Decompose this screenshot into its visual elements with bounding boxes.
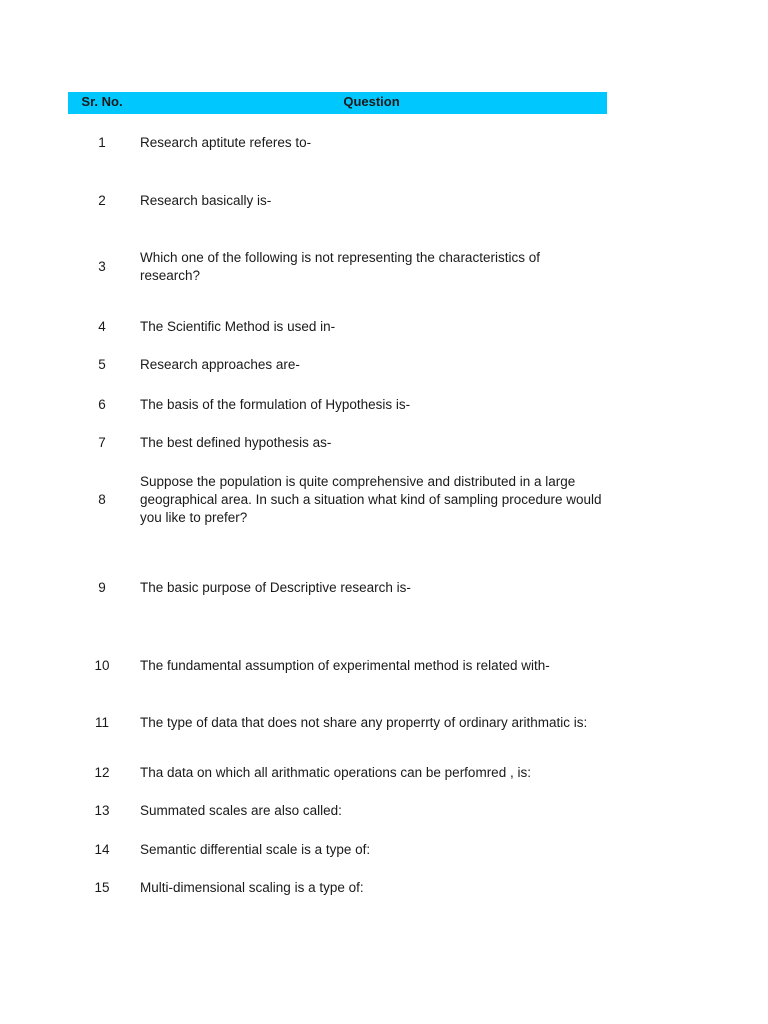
row-question: The basic purpose of Descriptive research is- (140, 580, 411, 595)
row-number: 2 (98, 193, 106, 208)
row-number: 14 (94, 842, 110, 857)
row-question: Suppose the population is quite comprehensive and distributed in a large geographical area. In such a situation what kind of sampling procedure would you like to prefer? (140, 474, 602, 525)
table-row (68, 653, 607, 679)
table-row (68, 248, 607, 286)
row-question: Tha data on which all arithmatic operations can be perfomred , is: (140, 765, 531, 780)
table-row (68, 188, 607, 214)
row-number: 9 (98, 580, 106, 595)
table-row (68, 472, 607, 528)
row-number: 6 (98, 397, 106, 412)
table-row (68, 392, 607, 418)
row-question: The type of data that does not share any properrty of ordinary arithmatic is: (140, 715, 588, 730)
table-row (68, 575, 607, 601)
row-question: The best defined hypothesis as- (140, 435, 332, 450)
row-number: 15 (94, 880, 110, 895)
row-question: Summated scales are also called: (140, 803, 342, 818)
table-row (68, 314, 607, 340)
table-header (68, 92, 607, 114)
row-number: 4 (98, 319, 106, 334)
row-question: Research approaches are- (140, 357, 300, 372)
table-row (68, 875, 607, 901)
row-question: The fundamental assumption of experimental method is related with- (140, 658, 550, 673)
row-number: 13 (94, 803, 110, 818)
row-question: Which one of the following is not representing the characteristics of research? (140, 250, 540, 283)
table-row (68, 352, 607, 378)
table-row (68, 430, 607, 456)
header-sr-no: Sr. No. (81, 94, 123, 109)
row-number: 5 (98, 357, 106, 372)
row-question: Research aptitute referes to- (140, 135, 312, 150)
row-number: 12 (94, 765, 110, 780)
table-row (68, 704, 607, 742)
row-number: 3 (98, 259, 106, 274)
table-row (68, 837, 607, 863)
row-number: 8 (98, 492, 106, 507)
table-row (68, 798, 607, 824)
row-number: 10 (94, 658, 110, 673)
row-question: Multi-dimensional scaling is a type of: (140, 880, 364, 895)
row-question: The Scientific Method is used in- (140, 319, 336, 334)
row-number: 11 (94, 715, 109, 730)
row-question: Research basically is- (140, 193, 272, 208)
row-number: 1 (98, 135, 106, 150)
table-row (68, 130, 607, 156)
row-question: The basis of the formulation of Hypothesis is- (140, 397, 411, 412)
header-question: Question (343, 94, 400, 109)
row-question: Semantic differential scale is a type of: (140, 842, 371, 857)
row-number: 7 (98, 435, 106, 450)
table-row (68, 760, 607, 786)
